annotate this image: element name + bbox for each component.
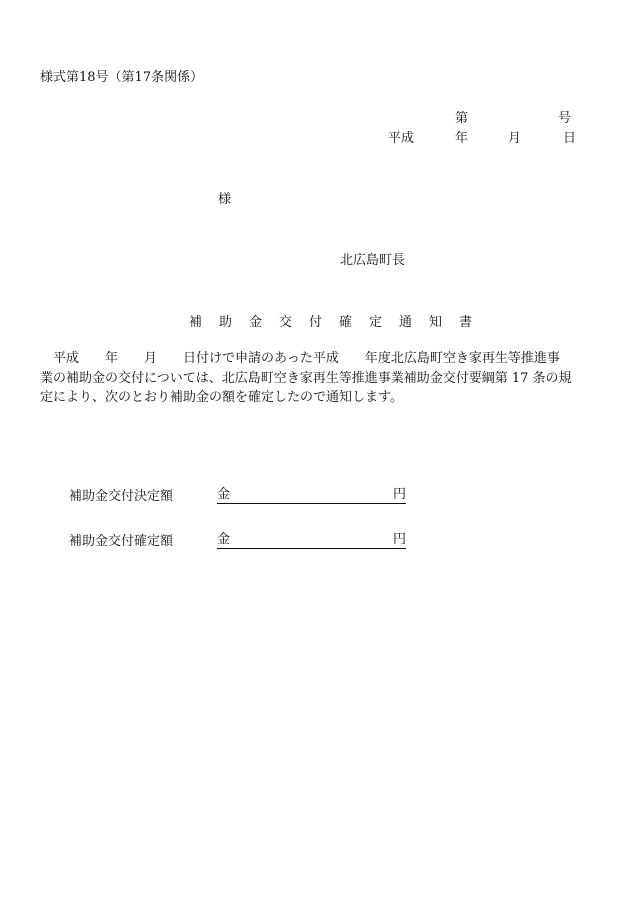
amount-field	[217, 483, 406, 504]
form-number: 様式第18号（第17条関係）	[40, 70, 204, 85]
amount-prefix: 金	[217, 532, 231, 547]
doc-number-prefix: 第	[455, 111, 469, 126]
date-era: 平成	[388, 131, 415, 146]
document-title: 補助金交付確定通知書	[189, 315, 490, 330]
amount-prefix: 金	[217, 487, 231, 502]
addressee-suffix: 様	[218, 192, 232, 207]
amount-suffix: 円	[392, 487, 406, 502]
date-day: 日	[563, 131, 577, 146]
date-month: 月	[508, 131, 522, 146]
amount-field	[217, 528, 406, 549]
amount-row-decision	[69, 483, 406, 504]
body-line: 定により、次のとおり補助金の額を確定したので通知します。	[40, 390, 403, 405]
amount-row-confirmed	[69, 528, 406, 549]
amount-label: 補助金交付決定額	[69, 489, 174, 504]
amount-label: 補助金交付確定額	[69, 534, 174, 549]
date-year: 年	[455, 131, 469, 146]
doc-number-suffix: 号	[558, 111, 572, 126]
body-line: 業の補助金の交付については、北広島町空き家再生等推進事業補助金交付要綱第 17 条の規	[40, 370, 572, 386]
body-text	[40, 349, 585, 408]
body-line: 平成 年 月 日付けで申請のあった平成 年度北広島町空き家再生等推進事	[40, 351, 560, 366]
issuer: 北広島町長	[340, 253, 406, 268]
amount-suffix: 円	[392, 532, 406, 547]
